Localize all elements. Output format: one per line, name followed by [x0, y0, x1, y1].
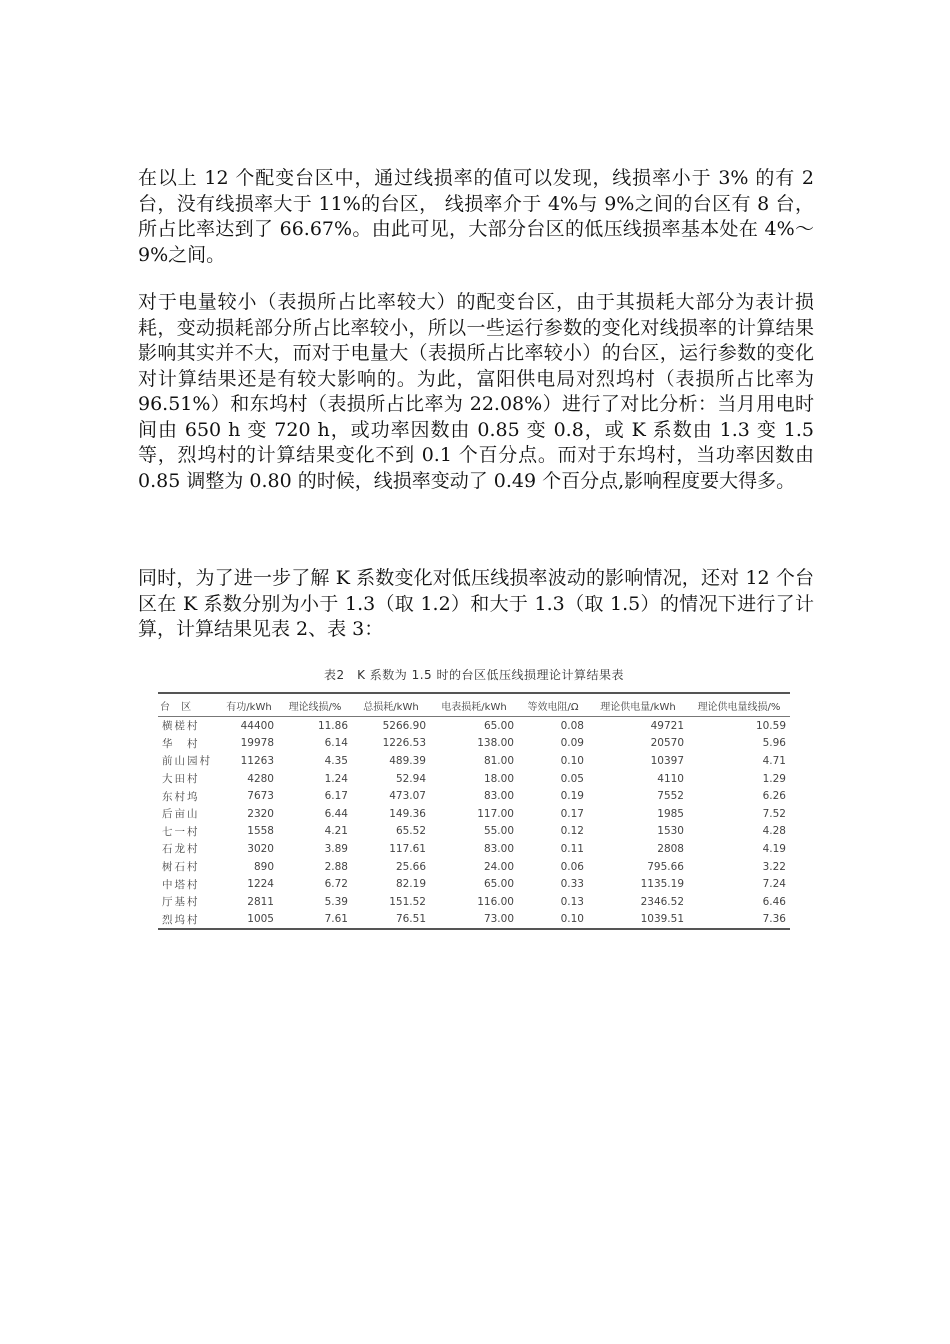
value-cell: 5.96 — [762, 737, 786, 750]
area-name-cell: 大田村 — [162, 773, 200, 786]
value-cell: 2808 — [657, 842, 684, 855]
value-cell: 0.10 — [560, 913, 584, 926]
value-cell: 0.08 — [560, 719, 584, 732]
column-header: 有功/kWh — [226, 701, 272, 713]
column-header: 理论线损/% — [288, 701, 342, 713]
loss-calculation-table — [158, 692, 790, 930]
value-cell: 7552 — [657, 790, 684, 803]
table-caption: 表2 K 系数为 1.5 时的台区低压线损理论计算结果表 — [323, 668, 625, 682]
value-cell: 473.07 — [389, 790, 426, 803]
value-cell: 44400 — [240, 719, 274, 732]
value-cell: 151.52 — [389, 895, 426, 908]
value-cell: 1985 — [657, 807, 684, 820]
table-row — [158, 717, 790, 735]
value-cell: 73.00 — [483, 913, 514, 926]
table-row — [158, 893, 790, 911]
value-cell: 5.39 — [324, 895, 348, 908]
value-cell: 4.21 — [324, 825, 348, 838]
area-name-cell: 中塔村 — [162, 878, 200, 891]
value-cell: 149.36 — [389, 807, 426, 820]
value-cell: 1558 — [247, 825, 274, 838]
column-header: 理论供电量线损/% — [697, 701, 781, 713]
area-name-cell: 后亩山 — [162, 808, 200, 821]
area-name-cell: 横槎村 — [162, 720, 200, 733]
value-cell: 0.06 — [560, 860, 584, 873]
value-cell: 76.51 — [395, 913, 426, 926]
value-cell: 0.11 — [560, 842, 584, 855]
value-cell: 890 — [253, 860, 274, 873]
value-cell: 6.72 — [324, 878, 348, 891]
column-header: 等效电阻/Ω — [527, 701, 579, 713]
area-name-cell: 东村坞 — [162, 790, 200, 803]
paragraph-comparison-analysis: 对于电量较小（表损所占比率较大）的配变台区，由于其损耗大部分为表计损耗，变动损耗部分所占比率较小，所以一些运行参数的变化对线损率的计算结果影响其实并不大，而对于电量大（表损所占比率较小）的台区，运行参数的变化对计算结果还是有较大影响的。为此，富阳供电局对烈坞村（表损所占比率为 96.51%）和东坞村（表损所占比率为 22.08%）进行了对比分析：当月用电时间由 650 h 变 720 h，或功率因数由 0.85 变 0.8，或 K 系数由 1.3 变 1.5 等，烈坞村的计算结果变化不到 0.1 个百分点。而对于东坞村，当功率因数由 0.85 调整为 0.80 的时候，线损率变动了 0.49 个百分点,影响程度要大得多。 — [138, 291, 814, 492]
value-cell: 116.00 — [477, 895, 514, 908]
area-name-cell: 华 村 — [162, 737, 200, 750]
value-cell: 83.00 — [483, 790, 514, 803]
table-row — [158, 787, 790, 805]
value-cell: 24.00 — [483, 860, 514, 873]
value-cell: 1.29 — [762, 772, 786, 785]
value-cell: 2320 — [247, 807, 274, 820]
value-cell: 6.14 — [324, 737, 348, 750]
value-cell: 3.89 — [324, 842, 348, 855]
value-cell: 1226.53 — [382, 737, 426, 750]
value-cell: 49721 — [650, 719, 684, 732]
column-header: 理论供电量/kWh — [600, 701, 676, 713]
table-row — [158, 752, 790, 770]
table-row — [158, 840, 790, 858]
value-cell: 1039.51 — [640, 913, 684, 926]
value-cell: 81.00 — [483, 754, 514, 767]
value-cell: 20570 — [650, 737, 684, 750]
value-cell: 7.61 — [324, 913, 348, 926]
column-header: 电表损耗/kWh — [441, 701, 507, 713]
value-cell: 10.59 — [755, 719, 786, 732]
area-name-cell: 七一村 — [162, 825, 200, 838]
table-row — [158, 911, 790, 930]
value-cell: 4.19 — [762, 842, 786, 855]
table-row — [158, 823, 790, 841]
value-cell: 7.52 — [762, 807, 786, 820]
value-cell: 1.24 — [324, 772, 348, 785]
value-cell: 6.44 — [324, 807, 348, 820]
value-cell: 138.00 — [477, 737, 514, 750]
value-cell: 4.35 — [324, 754, 348, 767]
value-cell: 52.94 — [395, 772, 426, 785]
value-cell: 7.24 — [762, 878, 786, 891]
value-cell: 83.00 — [483, 842, 514, 855]
value-cell: 4280 — [247, 772, 274, 785]
value-cell: 10397 — [650, 754, 684, 767]
table-header-row — [158, 693, 790, 717]
value-cell: 2811 — [247, 895, 274, 908]
value-cell: 795.66 — [647, 860, 684, 873]
value-cell: 6.17 — [324, 790, 348, 803]
value-cell: 4.28 — [762, 825, 786, 838]
area-name-cell: 石龙村 — [162, 843, 200, 856]
value-cell: 0.12 — [560, 825, 584, 838]
area-name-cell: 烈坞村 — [162, 913, 200, 926]
table-row — [158, 735, 790, 753]
value-cell: 1005 — [247, 913, 274, 926]
value-cell: 0.19 — [560, 790, 584, 803]
table-body — [158, 717, 790, 930]
value-cell: 65.00 — [483, 719, 514, 732]
value-cell: 4.71 — [762, 754, 786, 767]
value-cell: 3020 — [247, 842, 274, 855]
value-cell: 6.46 — [762, 895, 786, 908]
value-cell: 489.39 — [389, 754, 426, 767]
value-cell: 11263 — [240, 754, 274, 767]
value-cell: 117.00 — [477, 807, 514, 820]
paragraph-k-coefficient-intro: 同时，为了进一步了解 K 系数变化对低压线损率波动的影响情况，还对 12 个台区在 K 系数分别为小于 1.3（取 1.2）和大于 1.3（取 1.5）的情况下进行了计算，计算结果见表 2、表 3： — [138, 567, 814, 640]
value-cell: 2346.52 — [640, 895, 684, 908]
value-cell: 3.22 — [762, 860, 786, 873]
value-cell: 0.17 — [560, 807, 584, 820]
value-cell: 25.66 — [395, 860, 426, 873]
area-name-cell: 树石村 — [162, 861, 200, 874]
value-cell: 0.10 — [560, 754, 584, 767]
value-cell: 0.05 — [560, 772, 584, 785]
value-cell: 1530 — [657, 825, 684, 838]
area-name-cell: 厅基村 — [162, 896, 200, 909]
value-cell: 19978 — [240, 737, 274, 750]
table-row — [158, 858, 790, 876]
paragraph-line-loss-summary: 在以上 12 个配变台区中，通过线损率的值可以发现，线损率小于 3% 的有 2 台，没有线损率大于 11%的台区， 线损率介于 4%与 9%之间的台区有 8 台，所占比率达到了 66.67%。由此可见，大部分台区的低压线损率基本处在 4%～9%之间。 — [138, 167, 814, 266]
value-cell: 18.00 — [483, 772, 514, 785]
value-cell: 4110 — [657, 772, 684, 785]
table-row — [158, 875, 790, 893]
area-name-cell: 前山园村 — [162, 755, 212, 768]
table-figure — [158, 664, 790, 930]
value-cell: 0.09 — [560, 737, 584, 750]
value-cell: 65.00 — [483, 878, 514, 891]
value-cell: 117.61 — [389, 842, 426, 855]
value-cell: 0.33 — [560, 878, 584, 891]
value-cell: 1224 — [247, 878, 274, 891]
value-cell: 55.00 — [483, 825, 514, 838]
value-cell: 7.36 — [762, 913, 786, 926]
value-cell: 82.19 — [395, 878, 426, 891]
value-cell: 5266.90 — [382, 719, 426, 732]
value-cell: 6.26 — [762, 790, 786, 803]
value-cell: 1135.19 — [640, 878, 684, 891]
column-header: 台 区 — [160, 701, 196, 713]
table-row — [158, 770, 790, 788]
table-row — [158, 805, 790, 823]
column-header: 总损耗/kWh — [363, 701, 419, 713]
value-cell: 7673 — [247, 790, 274, 803]
value-cell: 65.52 — [395, 825, 426, 838]
value-cell: 2.88 — [324, 860, 348, 873]
value-cell: 0.13 — [560, 895, 584, 908]
value-cell: 11.86 — [317, 719, 348, 732]
